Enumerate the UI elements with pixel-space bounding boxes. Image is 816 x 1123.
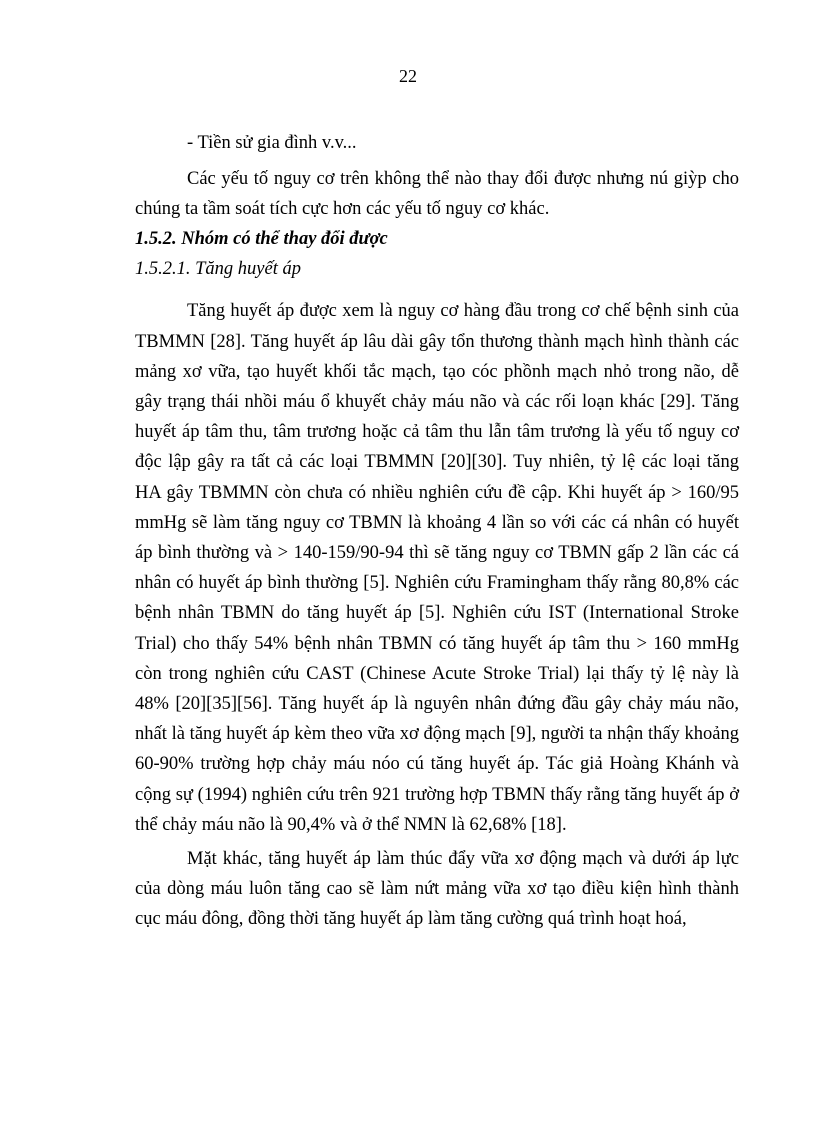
family-history-line: - Tiền sử gia đình v.v... [187,133,357,153]
page-content [135,128,739,935]
subsection-heading-1-5-2-1: 1.5.2.1. Tăng huyết áp [135,259,301,280]
hypertension-paragraph: Tăng huyết áp được xem là nguy cơ hàng đầu trong cơ chế bệnh sinh của TBMMN [28]. Tăng huyết áp lâu dài gây tổn thương thành mạch hình thành các mảng xơ vữa, tạo huyết khối tắc mạch, tạo cóc phồnh mạch nhỏ trong não, dễ gây trạng thái nhồi máu ổ khuyết chảy máu não và các rối loạn khác [29]. Tăng huyết áp tâm thu, tâm trương hoặc cả tâm thu lẫn tâm trương là yếu tố nguy cơ độc lập gây ra tất cả các loại TBMMN [20][30]. Tuy nhiên, tỷ lệ các loại tăng HA gây TBMMN còn chưa có nhiều nghiên cứu đề cập. Khi huyết áp > 160/95 mmHg sẽ làm tăng nguy cơ TBMN là khoảng 4 lần so với các cá nhân có huyết áp bình thường và > 140-159/90-94 thì sẽ tăng nguy cơ TBMN gấp 2 lần các cá nhân có huyết áp bình thường [5]. Nghiên cứu Framingham thấy rằng 80,8% các bệnh nhân TBMN do tăng huyết áp [5]. Nghiên cứu IST (International Stroke Trial) cho thấy 54% bệnh nhân TBMN có tăng huyết áp tâm thu > 160 mmHg còn trong nghiên cứu CAST (Chinese Acute Stroke Trial) lại thấy tỷ lệ này là 48% [20][35][56]. Tăng huyết áp là nguyên nhân đứng đầu gây chảy máu não, nhất là tăng huyết áp kèm theo vữa xơ động mạch [9], người ta nhận thấy khoảng 60-90% trường hợp chảy máu nóo cú tăng huyết áp. Tác giả Hoàng Khánh và cộng sự (1994) nghiên cứu trên 921 trường hợp TBMN thấy rằng tăng huyết áp ở thể chảy máu não là 90,4% và ở thể NMN là 62,68% [18]. [135,301,739,835]
otherwise-paragraph: Mặt khác, tăng huyết áp làm thúc đẩy vữa xơ động mạch và dưới áp lực của dòng máu luôn tăng cao sẽ làm nứt mảng vữa xơ tạo điều kiện hình thành cục máu đông, đồng thời tăng huyết áp làm tăng cường quá trình hoạt hoá, [135,849,739,930]
page-number: 22 [399,66,417,86]
intro-paragraph: Các yếu tố nguy cơ trên không thể nào thay đổi được nhưng nú giỳp cho chúng ta tầm soát tích cực hơn các yếu tố nguy cơ khác. [135,169,739,220]
section-heading-1-5-2: 1.5.2. Nhóm có thể thay đổi được [135,229,388,250]
